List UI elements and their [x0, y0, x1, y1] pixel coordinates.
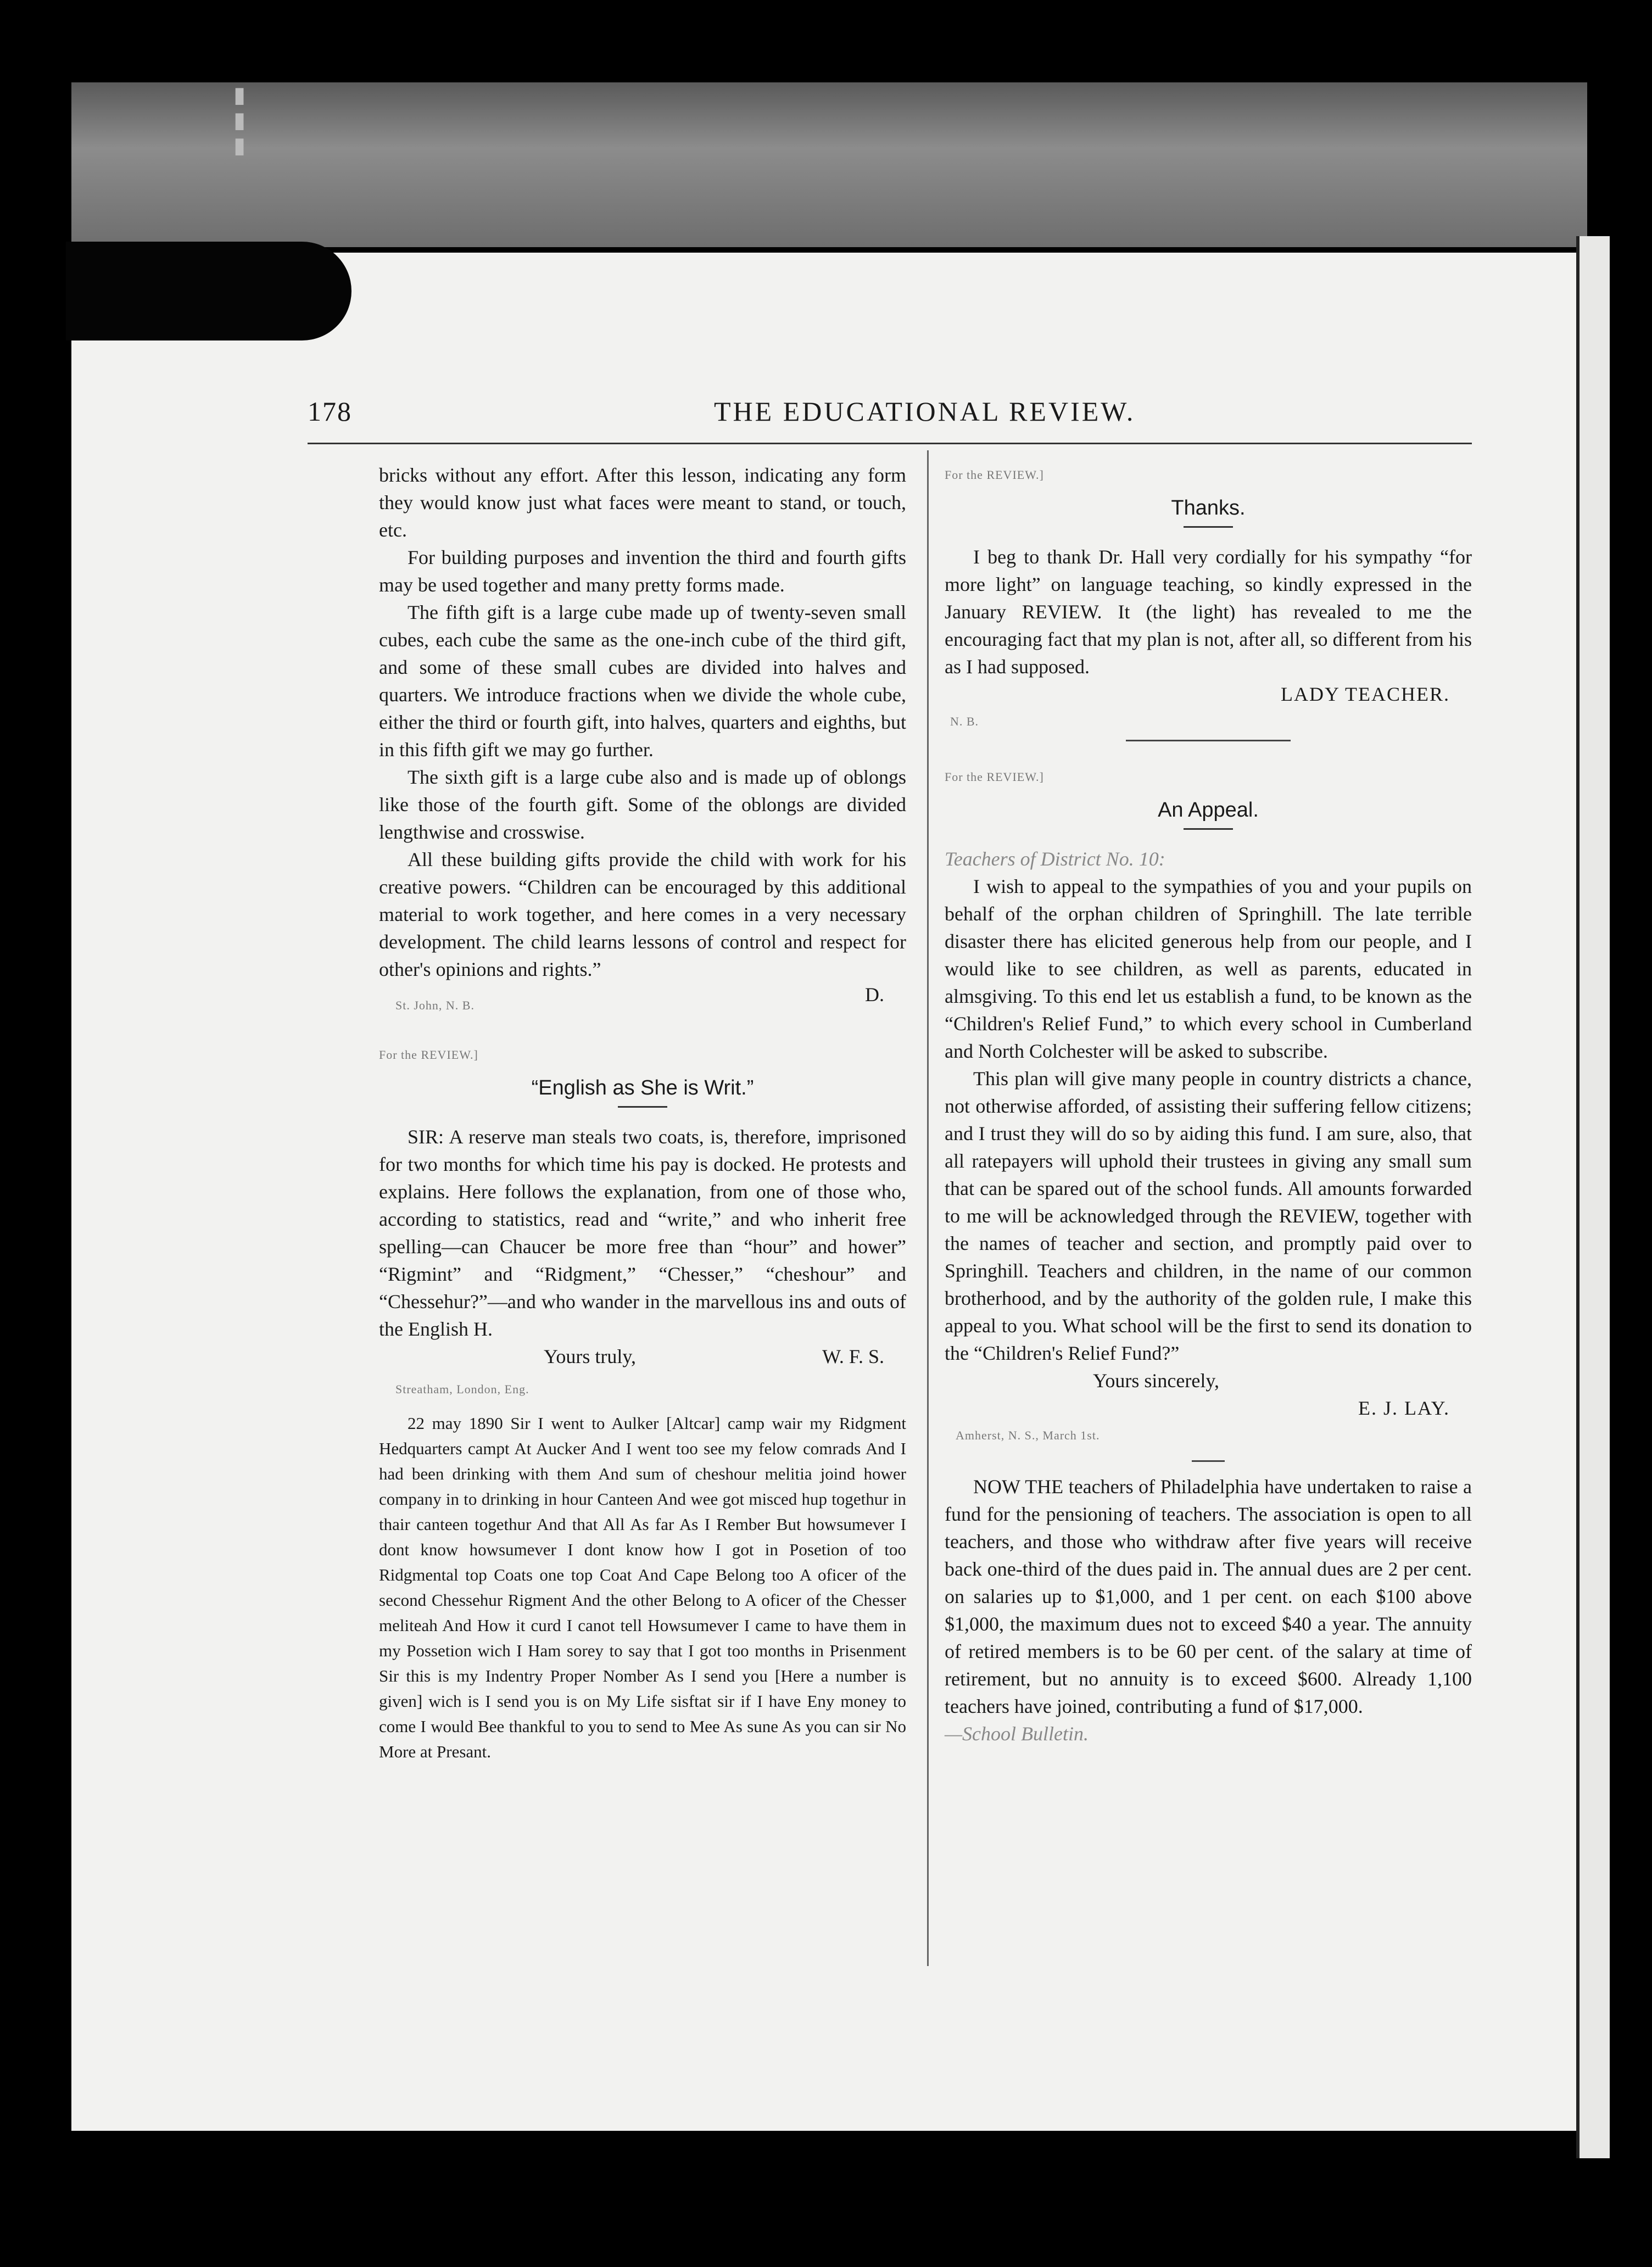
english-title-rule — [618, 1106, 667, 1108]
english-closing — [379, 1343, 906, 1370]
library-stamp: ▮▮▮ — [227, 82, 252, 158]
appeal-paragraph-1: I wish to appeal to the sympathies of you and your pupils on behalf of the orphan children of Springhill. The late terrible disaster there has elicited generous help from our people, and I would like to see children, as well as parents, educated in almsgiving. To this end let us establish a fund, to be known as the “Children's Relief Fund,” to which every school in Cumberland and North Colchester will be asked to subscribe. — [945, 875, 1472, 1062]
gifts-paragraph-5: All these building gifts provide the child with work for his creative powers. “Children can be encouraged by this additional material to work together, and here comes in a very necessary development. The child learns lessons of control and respect for other's opinions and rights.” — [379, 848, 906, 980]
english-signature: W. F. S. — [822, 1345, 884, 1367]
soldier-letter: 22 may 1890 Sir I went to Aulker [Altcar] camp wair my Ridgment Hedquarters campt At Aucker And I went too see my felow comrads And I had been drinking with them And sum of cheshour melitia joind hower company in to drinking in hour Canteen And wee got misced hup togethur in thair canteen togethur And that All As far As I Rember But howsumever I dont know howsumever I dont know how I got in Posetion of too Ridgmental top Coats one top Coat And Cape Belong too A oficer of the second Chessehur Rigment And the other Belong to A oficer of the Chesser meliteah And How it curd I canot tell Howsumever I came to have them in my Possetion wich I Ham sorey to say that I got too months in Prisenment Sir this is my Indentry Proper Nomber As I send you [Here a number is given] wich is I send you is on My Life sisftat sir if I have Eny money to come I would Bee thankful to you to send to Mee As sune As you can sir No More at Presant. — [379, 1414, 906, 1761]
page-header — [308, 395, 1329, 439]
english-credit: For the REVIEW.] — [379, 1048, 478, 1062]
binding-clip — [66, 242, 351, 340]
thanks-title-rule — [1184, 526, 1233, 528]
english-title: “English as She is Writ.” — [531, 1076, 754, 1099]
page-edge — [1576, 236, 1610, 2158]
english-body: SIR: A reserve man steals two coats, is, therefore, imprisoned for two months for which time his pay is docked. He protests and explains. Here follows the explanation, from one of those who, according to statistics, read and “write,” and who inherit free spelling—can Chaucer be more free than “hour” and hower” “Rigmint” and “Ridgment,” “Chesser,” “cheshour” and “Chessehur?”—and who wander in the marvellous ins and outs of the English H. — [379, 1126, 906, 1340]
thanks-separator — [1126, 740, 1291, 741]
philadelphia-source: —School Bulletin. — [945, 1723, 1089, 1745]
english-place: Streatham, London, Eng. — [395, 1382, 529, 1396]
gifts-paragraph-3: The fifth gift is a large cube made up of twenty-seven small cubes, each cube the same as the one-inch cube of the third gift, and some of these small cubes are divided into halves and quarters. We introduce fractions when we divide the whole cube, either the third or fourth gift, into halves, quarters and eighths, but in this fifth gift we may go further. — [379, 601, 906, 761]
english-closing-text: Yours truly, — [544, 1345, 637, 1367]
appeal-credit: For the REVIEW.] — [945, 770, 1044, 784]
gifts-paragraph-1: bricks without any effort. After this lesson, indicating any form they would know just what faces were meant to stand, or touch, etc. — [379, 464, 906, 541]
header-rule — [308, 443, 1472, 444]
philadelphia-body: NOW THE teachers of Philadelphia have undertaken to raise a fund for the pensioning of teachers. The association is open to all teachers, and those who withdraw after five years will receive back one-third of the dues paid in. The annual dues are 2 per cent. on salaries up to $1,000, and 1 per cent. on each $100 above $1,000, the maximum dues not to exceed $40 a year. The annuity of retired members is to be 60 per cent. of the salary at time of retirement, but no annuity is to exceed $600. Already 1,100 teachers have joined, contributing a fund of $17,000. — [945, 1476, 1472, 1717]
thanks-body: I beg to thank Dr. Hall very cordially for his sympathy “for more light” on language teaching, so kindly expressed in the January REVIEW. It (the light) has revealed to me the encouraging fact that my plan is not, after all, so different from his as I had supposed. — [945, 546, 1472, 678]
gifts-place: St. John, N. B. — [395, 998, 475, 1012]
scan-shadow-top — [71, 82, 1587, 247]
appeal-title-rule — [1184, 828, 1233, 830]
gifts-signature: D. — [865, 984, 884, 1006]
page-number: 178 — [308, 396, 352, 427]
thanks-place: N. B. — [950, 714, 979, 728]
thanks-signature: LADY TEACHER. — [1281, 683, 1450, 705]
appeal-closing: Yours sincerely, — [1093, 1370, 1219, 1392]
gifts-paragraph-4: The sixth gift is a large cube also and is made up of oblongs like those of the fourth gift. Some of the oblongs are divided lengthwise and crosswise. — [379, 766, 906, 843]
thanks-title: Thanks. — [1171, 496, 1246, 520]
appeal-place: Amherst, N. S., March 1st. — [956, 1428, 1100, 1442]
gifts-paragraph-2: For building purposes and invention the third and fourth gifts may be used together and many pretty forms made. — [379, 546, 906, 596]
column-divider — [927, 450, 929, 1966]
thanks-credit: For the REVIEW.] — [945, 468, 1044, 482]
appeal-salutation: Teachers of District No. 10: — [945, 848, 1165, 870]
appeal-paragraph-2: This plan will give many people in country districts a chance, not otherwise afforded, of assisting their suffering fellow citizens; and I trust they will do so by aiding this fund. I am sure, also, that all ratepayers will uphold their trustees in giving any small sum that can be spared out of the school funds. All amounts forwarded to me will be acknowledged through the REVIEW, together with the names of teacher and section, and promptly paid over to Springhill. Teachers and children, in the name of our common brotherhood, and by the authority of the golden rule, I make this appeal to you. What school will be the first to send its donation to the “Children's Relief Fund?” — [945, 1068, 1472, 1364]
right-column — [945, 461, 1472, 1747]
appeal-title: An Appeal. — [1158, 799, 1259, 822]
appeal-separator — [1192, 1460, 1225, 1462]
appeal-signature: E. J. LAY. — [1358, 1397, 1450, 1419]
left-column — [379, 461, 906, 1765]
journal-title: THE EDUCATIONAL REVIEW. — [714, 396, 1136, 427]
